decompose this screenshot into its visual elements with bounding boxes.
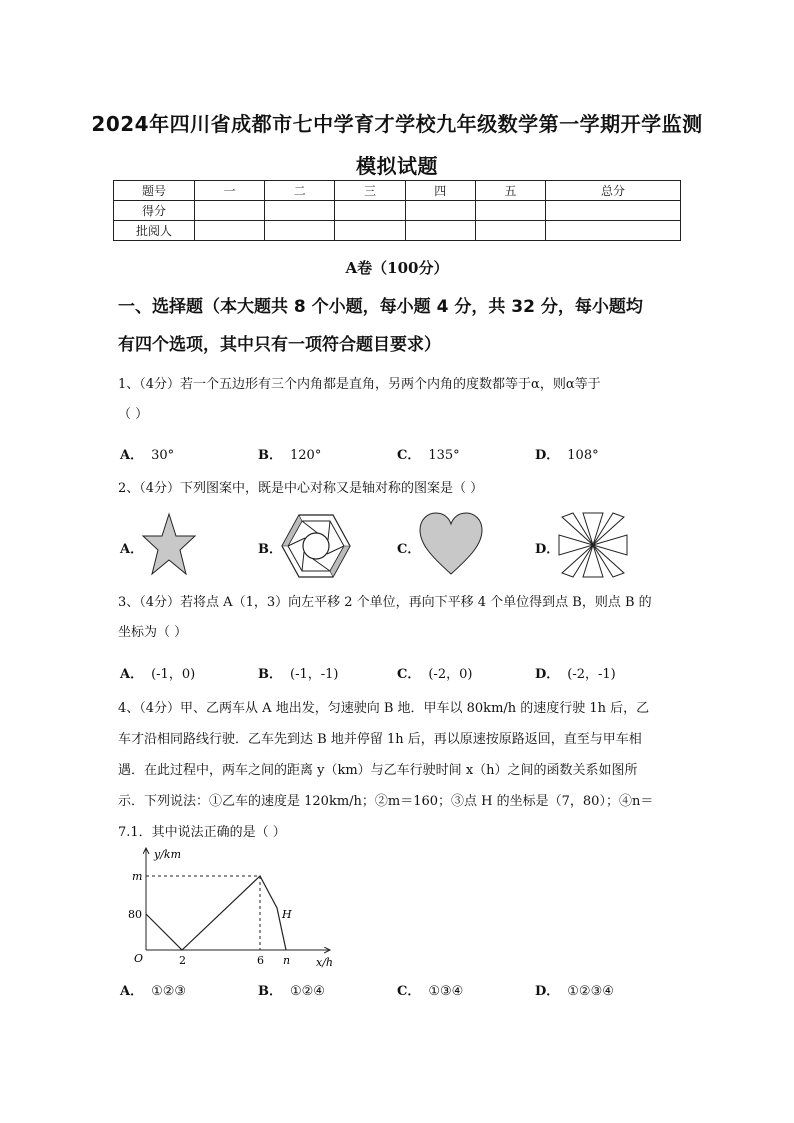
option-text: (-2，-1) — [567, 667, 616, 682]
question-4-line3: 遇．在此过程中，两车之间的距离 y（km）与乙车行驶时间 x（h）之间的函数关系如图所 — [118, 763, 638, 778]
table-cell — [265, 221, 335, 241]
question-1-line1: 1、（4分）若一个五边形有三个内角都是直角，另两个内角的度数都等于α，则α等于 — [118, 377, 601, 392]
y-axis-label: y/km — [154, 848, 182, 861]
question-4-line1: 4、（4分）甲、乙两车从 A 地出发，匀速驶向 B 地．甲车以 80km/h 的速度行驶 1h 后，乙 — [118, 701, 650, 716]
y-label-m: m — [132, 870, 143, 883]
question-3 — [118, 588, 688, 648]
option-label: B． — [258, 667, 282, 682]
q3-option-a[interactable] — [120, 663, 195, 682]
table-header-cell: 四 — [405, 181, 475, 201]
table-cell — [265, 201, 335, 221]
page-title: 2024年四川省成都市七中学育才学校九年级数学第一学期开学监测 — [91, 112, 703, 136]
question-2-line1: 2、（4分）下列图案中，既是中心对称又是轴对称的图案是（ ） — [118, 481, 484, 496]
y-label-80: 80 — [128, 908, 142, 921]
table-cell: 批阅人 — [114, 221, 195, 241]
option-label: C． — [397, 448, 421, 463]
question-2 — [118, 474, 688, 504]
option-text: 108° — [567, 448, 599, 463]
option-label: D． — [535, 984, 560, 999]
option-text: (-1，0) — [151, 667, 196, 682]
option-label: A． — [120, 984, 144, 999]
x-label-2: 2 — [179, 954, 186, 967]
option-label: B． — [258, 542, 282, 557]
option-text: 120° — [290, 448, 322, 463]
q1-option-a[interactable] — [120, 444, 174, 463]
page-title-line2: 模拟试题 — [356, 154, 438, 178]
distance-line — [146, 876, 286, 950]
table-row — [114, 221, 681, 241]
q4-option-a[interactable] — [120, 980, 186, 999]
q4-option-d[interactable] — [535, 980, 614, 999]
option-text: ①②③ — [151, 984, 187, 999]
table-cell: 得分 — [114, 201, 195, 221]
table-cell — [475, 221, 545, 241]
heart-icon — [417, 510, 485, 578]
table-row — [114, 181, 681, 201]
table-header-cell: 一 — [195, 181, 265, 201]
q3-option-b[interactable] — [258, 663, 338, 682]
option-text: (-2，0) — [428, 667, 473, 682]
q1-option-b[interactable] — [258, 444, 321, 463]
section-heading-line2: 有四个选项，其中只有一项符合题目要求） — [118, 335, 441, 355]
table-header-cell: 三 — [335, 181, 405, 201]
option-label: A． — [120, 448, 144, 463]
x-label-6: 6 — [257, 954, 264, 967]
option-label: D． — [535, 542, 560, 557]
x-label-n: n — [283, 954, 291, 967]
table-row — [114, 201, 681, 221]
point-label-H: H — [282, 908, 292, 921]
option-label: C． — [397, 984, 421, 999]
question-3-line1: 3、（4分）若将点 A（1，3）向左平移 2 个单位，再向下平移 4 个单位得到点 B，则点 B 的 — [118, 595, 652, 610]
q4-option-c[interactable] — [397, 980, 463, 999]
question-4-line4: 示．下列说法：①乙车的速度是 120km/h；②m＝160；③点 H 的坐标是（7，80）；④n＝ — [118, 794, 654, 809]
option-label: D． — [535, 667, 560, 682]
option-text: ①②④ — [290, 984, 325, 999]
option-text: (-1，-1) — [290, 667, 339, 682]
option-label: C． — [397, 667, 421, 682]
x-axis-label: x/h — [316, 956, 333, 969]
q1-option-d[interactable] — [535, 444, 599, 463]
table-cell — [335, 221, 405, 241]
q1-option-c[interactable] — [397, 444, 460, 463]
option-label: B． — [258, 448, 282, 463]
hexagon-pattern-icon — [280, 513, 352, 579]
option-label: C． — [397, 542, 421, 557]
table-cell — [195, 201, 265, 221]
option-label: A． — [120, 542, 144, 557]
score-table — [113, 180, 681, 241]
table-cell — [335, 201, 405, 221]
option-text: 30° — [151, 448, 175, 463]
section-heading-line1: 一、选择题（本大题共 8 个小题，每小题 4 分，共 32 分，每小题均 — [118, 297, 643, 317]
option-label: B． — [258, 984, 282, 999]
option-text: 135° — [428, 448, 460, 463]
star-icon — [141, 512, 197, 578]
q3-option-d[interactable] — [535, 663, 616, 682]
table-cell — [546, 221, 681, 241]
question-4-line5: 7.1．其中说法正确的是（ ） — [118, 825, 286, 840]
option-label: A． — [120, 667, 144, 682]
question-3-line2: 坐标为（ ） — [118, 625, 188, 640]
question-1 — [118, 370, 688, 430]
section-heading — [118, 288, 688, 364]
volume-heading: A卷（100分） — [345, 259, 449, 277]
table-header-cell: 题号 — [114, 181, 195, 201]
table-header-cell: 五 — [475, 181, 545, 201]
question-4-line2: 车才沿相同路线行驶．乙车先到达 B 地并停留 1h 后，再以原速按原路返回，直至与甲车相 — [118, 732, 642, 747]
q3-option-c[interactable] — [397, 663, 472, 682]
table-cell — [405, 221, 475, 241]
option-text: ①③④ — [428, 984, 464, 999]
distance-time-graph — [118, 842, 348, 972]
origin-label: O — [134, 952, 144, 965]
question-4 — [118, 693, 688, 848]
option-text: ①②③④ — [567, 984, 614, 999]
option-label: D． — [535, 448, 560, 463]
q4-option-b[interactable] — [258, 980, 325, 999]
pinwheel-icon — [557, 511, 629, 579]
table-header-cell: 总分 — [546, 181, 681, 201]
table-cell — [405, 201, 475, 221]
table-cell — [546, 201, 681, 221]
table-cell — [195, 221, 265, 241]
table-cell — [475, 201, 545, 221]
question-1-line2: （ ） — [118, 407, 149, 422]
table-header-cell: 二 — [265, 181, 335, 201]
